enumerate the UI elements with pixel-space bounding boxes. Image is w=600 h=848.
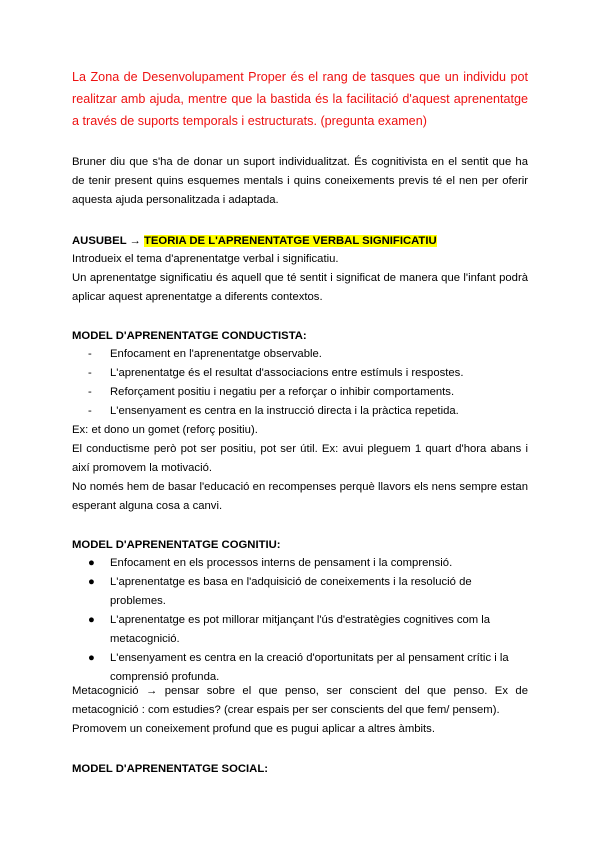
ausubel-heading bbox=[72, 232, 528, 251]
cognitiu-heading: MODEL D'APRENENTATGE COGNITIU: bbox=[72, 539, 281, 551]
list-item-text: L'aprenentatge es pot millorar mitjançant l'ús d'estratègies cognitives com la metacognició. bbox=[110, 614, 491, 645]
ausubel-highlight: TEORIA DE L'APRENENTATGE VERBAL SIGNIFICATIU bbox=[143, 235, 437, 247]
metacognicio-paragraph: Metacognició → pensar sobre el que penso, ser conscient del que penso. Ex de metacognició : com estudies? (crear espais per ser conscients del que fem/ pensem). bbox=[72, 685, 528, 716]
list-item-text: L'ensenyament es centra en la creació d'oportunitats per al pensament crític i la comprensió profunda. bbox=[110, 652, 509, 683]
dot-bullet: ● bbox=[88, 652, 95, 664]
dash-bullet: - bbox=[88, 348, 92, 360]
list-item bbox=[88, 554, 528, 573]
list-item-text: Reforçament positiu i negatiu per a reforçar o inhibir comportaments. bbox=[110, 386, 455, 398]
conductista-para1: El conductisme però pot ser positiu, pot ser útil. Ex: avui pleguem 1 quart d'hora abans i així promovem la motivació. bbox=[72, 443, 528, 474]
list-item bbox=[88, 364, 528, 383]
list-item-text: Enfocament en l'aprenentatge observable. bbox=[110, 348, 322, 360]
list-item bbox=[88, 402, 528, 421]
metacognicio-line2: Promovem un coneixement profund que es pugui aplicar a altres àmbits. bbox=[72, 723, 435, 735]
conductista-list bbox=[88, 345, 528, 421]
list-item bbox=[88, 383, 528, 402]
ausubel-prefix: AUSUBEL → bbox=[72, 235, 144, 247]
ausubel-line2: Un aprenentatge significatiu és aquell que té sentit i significat de manera que l'infant podrà aplicar aquest aprenentatge a diferents contextos. bbox=[72, 272, 528, 303]
dash-bullet: - bbox=[88, 367, 92, 379]
dot-bullet: ● bbox=[88, 557, 95, 569]
bruner-paragraph: Bruner diu que s'ha de donar un suport individualitzat. És cognitivista en el sentit que ha de tenir present quins esquemes mentals i quins coneixements previs té el nen per oferir aquesta ajuda personalitzada i adaptada. bbox=[72, 156, 528, 206]
conductista-para2: No només hem de basar l'educació en recompenses perquè llavors els nens sempre estan esperant alguna cosa a canvi. bbox=[72, 481, 528, 512]
dash-bullet: - bbox=[88, 405, 92, 417]
list-item bbox=[88, 345, 528, 364]
dot-bullet: ● bbox=[88, 576, 95, 588]
intro-red-paragraph: La Zona de Desenvolupament Proper és el rang de tasques que un individu pot realitzar amb ajuda, mentre que la bastida és la facilitació d'aquest aprenentatge a través de suports temporals i estructurats. (pregunta examen) bbox=[72, 70, 528, 128]
list-item bbox=[88, 573, 528, 611]
list-item bbox=[88, 611, 528, 649]
conductista-example: Ex: et dono un gomet (reforç positiu). bbox=[72, 424, 258, 436]
cognitiu-list bbox=[88, 554, 528, 687]
conductista-heading: MODEL D'APRENENTATGE CONDUCTISTA: bbox=[72, 330, 307, 342]
dot-bullet: ● bbox=[88, 614, 95, 626]
dash-bullet: - bbox=[88, 386, 92, 398]
list-item-text: Enfocament en els processos interns de pensament i la comprensió. bbox=[110, 557, 453, 569]
list-item-text: L'aprenentatge es basa en l'adquisició de coneixements i la resolució de problemes. bbox=[110, 576, 472, 607]
social-heading: MODEL D'APRENENTATGE SOCIAL: bbox=[72, 763, 268, 775]
ausubel-line1: Introdueix el tema d'aprenentatge verbal i significatiu. bbox=[72, 253, 339, 265]
list-item-text: L'ensenyament es centra en la instrucció directa i la pràctica repetida. bbox=[110, 405, 459, 417]
list-item-text: L'aprenentatge és el resultat d'associacions entre estímuls i respostes. bbox=[110, 367, 464, 379]
